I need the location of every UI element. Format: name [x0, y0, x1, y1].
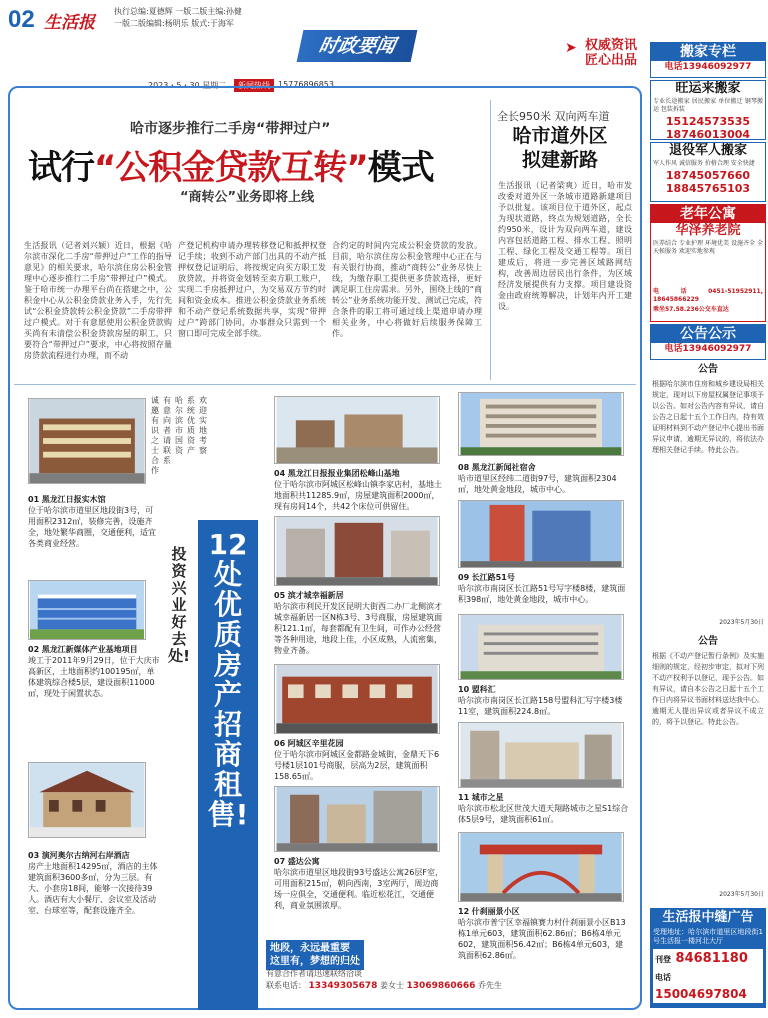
moving-ad-title: 搬家专栏 — [651, 43, 765, 61]
lead-column-1: 生活报讯（记者刘兴颖）近日，根据《哈尔滨市深化二手房“带押过户”工作的指导意见》的相关要求，哈尔滨住房公积金管理中心逐步推行二手房“带押过户”模式。鉴于哈市统一办理平台尚在搭建之中，公积金中心从公积金贷款业务入手，先行先试“公积金贷款转公积金贷款”二手房带押过户模式。对于有意愿使用公积金贷款购买尚有未清偿公积金贷款房屋的职工，只要符合“带押过户”要求，中心将按照存量房贷款流程进行办理，而不动 — [24, 241, 172, 360]
property-desc: 哈市道里区经纬二道街97号，建筑面积2304㎡，地处黄金地段，城市中心。 — [458, 474, 617, 494]
photo-property-08 — [458, 392, 624, 456]
caption-property-03 — [28, 850, 160, 970]
elder-ad-header: 老年公寓 — [651, 205, 765, 223]
notice-1-text: 根据哈尔滨市住房和城乡建设局相关规定，现对以下房屋权属登记事项予以公告。如对公告内容有异议，请自公告之日起十五个工作日内，持有效证明材料到不动产登记中心提出书面异议申请，逾期无异议的，将依法办理相关登记手续。特此公告。 — [652, 380, 764, 454]
footer-slogan-line-2: 这里有，梦想的归处 — [270, 956, 360, 967]
side-body: 生活报讯（记者梁爽）近日，哈市发改委对道外区一条城市道路新建项目予以批复。该项目位于道外区，起点为现状道路，终点为规划道路，全长约950米，设计为双向两车道，建设内容包括道路工程、排水工程、照明工程、绿化工程及交通工程等。项目建成后，将进一步完善区域路网结构，改善周边居民出行条件，为区域经济发展提供有力支撑。项目建设资金由政府统筹解决，计划年内开工建设。 — [498, 181, 632, 311]
property-name: 黑龙江新媒体产业基地项目 — [41, 645, 138, 654]
property-name: 黑龙江新闻社宿舍 — [471, 463, 536, 472]
side-title-line-2: 拟建新路 — [521, 149, 598, 171]
property-name: 演河奥尔古纳河右岸酒店 — [41, 851, 130, 860]
photo-property-04 — [274, 396, 440, 464]
property-number: 10 — [458, 685, 470, 694]
property-number: 09 — [458, 573, 470, 582]
property-name: 什刹丽景小区 — [471, 907, 520, 916]
lead-kicker: 哈市逐步推行二手房“带押过户” — [130, 121, 331, 137]
notice-2-text: 根据《不动产登记暂行条例》及实施细则的规定，经初步审定，拟对下列不动产权利予以登记，现予公告。如有异议，请自本公告之日起十五个工作日内将异议书面材料送达我中心。逾期无人提出异议或者异议不成立的，将予以登记。特此公告。 — [652, 652, 764, 726]
property-name: 阿城区辛里花园 — [287, 739, 344, 748]
section-divider — [14, 384, 636, 385]
intro-column-3: 哈尔滨市国资 — [175, 396, 183, 455]
classified-phone-2-label: 电话 — [655, 973, 671, 982]
photo-property-07 — [274, 786, 440, 852]
property-name: 盛达公寓 — [287, 857, 320, 866]
property-number: 01 — [28, 495, 40, 504]
property-desc: 哈尔滨市利民开发区昆明大街西二办厂北侧滨才城幸福新居一区N栋3号、3号商服，房屋建筑面积121.1㎡，每套都配有卫生间，可作办公经营等各种用途，地段上佳，小区成熟，人流密集，物业齐备。 — [274, 602, 443, 655]
property-desc: 哈尔滨市南岗区长江路158号盟科汇写字楼3楼11室，建筑面积224.8㎡。 — [458, 696, 623, 716]
footer-slogan-line-1: 地段，永远最重要 — [270, 943, 350, 954]
property-name: 盟科汇 — [471, 685, 496, 694]
property-desc: 哈尔滨市南岗区长江路51号写字楼8楼，建筑面积398㎡，地处黄金地段，城市中心。 — [458, 584, 626, 604]
caption-property-09 — [458, 572, 630, 608]
brand-logo: 生活报 — [44, 13, 95, 33]
ad-moving-2 — [650, 142, 766, 202]
hotline-number: 15776896853 — [278, 80, 334, 89]
classified-phone-2: 15004697804 — [655, 987, 747, 1001]
classified-phone-1-label: 刊登 — [655, 955, 671, 964]
classified-ad — [650, 908, 766, 1008]
ads-column — [650, 42, 766, 1010]
contact-name-1: 姜女士 — [379, 981, 404, 990]
column-divider — [490, 100, 491, 380]
photo-property-01 — [28, 398, 146, 484]
headline-highlight: “公积金贷款互转” — [94, 148, 368, 188]
property-desc: 哈尔滨市普宁区幸福镇赛力村什刹丽景小区B13栋1单元603，建筑面积62.86㎡；B6栋4单元602，建筑面积56.42㎡；B6栋4单元603，建筑面积62.86㎡。 — [458, 918, 626, 960]
photo-property-09 — [458, 500, 624, 568]
elder-ad-address: 乘坐57.58.236公交车直达 — [653, 306, 729, 313]
property-desc: 位于哈尔滨市道里区地段街3号，可用面积2312㎡，装修完善，设施齐全，地处繁华商圈，交通便利，适宜各类商业经营。 — [28, 506, 156, 548]
photo-property-12 — [458, 832, 624, 902]
intro-column-2: 有意向者请联系 — [163, 396, 171, 465]
caption-property-11 — [458, 792, 630, 828]
footer-slogan — [266, 940, 364, 970]
ad-phone-2: 18746013004 — [665, 128, 751, 140]
property-name: 滨才城幸福新居 — [287, 591, 344, 600]
caption-property-04 — [274, 468, 444, 512]
elder-ad-phone: 电话0451-51952911, 18645866229 — [653, 288, 763, 303]
contact-intro: 有意合作者请迅速联络洽谈 — [266, 969, 362, 978]
property-name: 城市之星 — [471, 793, 504, 802]
notice-2-title: 公告 — [698, 636, 718, 647]
intro-column-4: 系统优质资产 — [187, 396, 195, 455]
notice-2 — [650, 634, 766, 904]
arrow-icon: ➤ — [565, 40, 577, 56]
caption-property-05 — [274, 590, 444, 660]
caption-property-01 — [28, 494, 160, 564]
property-number: 06 — [274, 739, 286, 748]
notice-1-title: 公告 — [698, 364, 718, 375]
ad-phone-1: 15124573535 — [665, 115, 751, 128]
ad-title: 退役军人搬家 — [668, 143, 747, 158]
section-banner: 时政要闻 — [297, 30, 418, 62]
property-desc: 位于哈尔滨市阿城区金都路金城街，金鼎天下6号楼1层101号商服，层高为2层，建筑面积158.65㎡。 — [274, 750, 440, 781]
side-title-line-1: 哈市道外区 — [512, 125, 608, 147]
headline-pre: 试行 — [28, 148, 94, 188]
property-desc: 房产土地面积14295㎡，酒店的主体建筑面积3600多㎡，分为三层。有大、小套房18间，能够一次接待39人。酒店有大小餐厅、会议室及活动室、台球室等，配套设施齐全。 — [28, 862, 158, 915]
staff-line-2: 一版二版编辑:杨明乐 版式:于海军 — [114, 19, 234, 28]
property-number: 02 — [28, 645, 40, 654]
ad-text: 军人作风 诚信服务 价格合理 安全快捷 — [653, 160, 755, 167]
page-number: 02 — [8, 6, 35, 33]
feature-ribbon-title: 12处优质房产招商租售! — [207, 528, 249, 831]
notice-header — [650, 324, 766, 360]
contact-name-2: 乔先生 — [477, 981, 502, 990]
caption-property-06 — [274, 738, 444, 784]
hotline-label: 新闻热线 — [234, 79, 274, 92]
contact-label: 联系电话： — [266, 981, 306, 990]
notice-phone: 电话13946092977 — [664, 344, 752, 354]
property-number: 03 — [28, 851, 40, 860]
property-number: 12 — [458, 907, 470, 916]
photo-property-05 — [274, 516, 440, 586]
contact-phone-1: 13349305678 — [308, 981, 378, 991]
header-slogan — [585, 38, 637, 68]
photo-property-11 — [458, 722, 624, 788]
feature-ribbon — [198, 520, 258, 1010]
side-vertical-title: 投资兴业好去处! — [168, 545, 190, 665]
property-name: 黑龙江日报实木馆 — [41, 495, 106, 504]
photo-property-10 — [458, 614, 624, 680]
headline-post: 模式 — [367, 148, 434, 188]
issue-date: 2023・5・30 星期二 — [148, 81, 227, 90]
classified-title: 生活报中缝广告 — [651, 909, 765, 927]
lead-column-3: 合约定的时间内完成公积金贷款的发放。目前，哈尔滨住房公积金管理中心正在与有关银行协商，推动“商转公”业务尽快上线，为缴存职工提供更多贷款选择，更好满足职工住房需求。另外，围绕上线的“商转公”业务系统功能开发、测试已完成，符合条件的职工将可通过线上渠道申请办理相关业务，中心将做好后续服务保障工作。 — [332, 241, 482, 338]
moving-ad-phone: 电话13946092977 — [664, 62, 752, 72]
property-number: 11 — [458, 793, 470, 802]
property-desc: 位于哈尔滨市阿城区松峰山镇李家店村，基地土地面积共11285.9㎡，房屋建筑面积2000㎡，现有房间14个，共42个床位可供留住。 — [274, 480, 442, 511]
moving-ad-header — [650, 42, 766, 78]
elder-ad-title: 华泽养老院 — [675, 223, 741, 238]
classified-address: 受理地址：哈尔滨市道里区地段街1号生活报一楼河北大厅 — [653, 928, 763, 945]
photo-property-06 — [274, 664, 440, 734]
property-number: 04 — [274, 469, 286, 478]
lead-subhead: “商转公”业务即将上线 — [180, 190, 315, 205]
contact-phone-2: 13069860666 — [406, 981, 476, 991]
slogan-line-1: 权威资讯 — [585, 38, 638, 53]
elder-ad-text: 医养结合 专业护理 环境优美 设施齐全 全天候服务 欢迎实地参观 — [653, 240, 763, 255]
notice-1-date: 2023年5月30日 — [719, 619, 764, 626]
ad-text: 专业长途搬家 居民搬家 单位搬迁 钢琴搬运 包装拆装 — [653, 98, 763, 113]
caption-property-10 — [458, 684, 630, 720]
ad-moving-1 — [650, 80, 766, 140]
notice-2-date: 2023年5月30日 — [719, 891, 764, 898]
property-desc: 哈尔滨市松北区世茂大道天翔路城市之星S1综合体5层9号，建筑面积61㎡。 — [458, 804, 629, 824]
photo-property-03 — [28, 762, 146, 838]
property-name: 长江路51号 — [471, 573, 515, 582]
staff-line-1: 执行总编:夏德辉 一版二版主编:孙健 — [114, 7, 242, 16]
intro-column-5: 欢迎实地考察 — [199, 396, 207, 455]
contact-line — [266, 980, 502, 991]
side-title — [500, 124, 620, 172]
notice-title: 公告公示 — [651, 325, 765, 343]
classified-phone-1: 84681180 — [675, 951, 748, 966]
caption-property-02 — [28, 644, 160, 734]
notice-1 — [650, 362, 766, 632]
caption-property-08 — [458, 462, 630, 498]
property-desc: 竣工于2011年9月29日，位于大庆市高新区，土地面积约100195㎡，单体建筑综合楼5层，建设面积11000㎡，现处于闲置状态。 — [28, 656, 160, 698]
ad-phone-1: 18745057660 — [665, 169, 751, 182]
ad-title: 旺运来搬家 — [675, 81, 741, 96]
property-number: 08 — [458, 463, 470, 472]
side-kicker: 全长950米 双向两车道 — [497, 110, 610, 123]
property-number: 05 — [274, 591, 286, 600]
slogan-line-2: 匠心出品 — [585, 53, 638, 68]
lead-column-2: 产登记机构申请办理转移登记和抵押权登记手续；收到不动产部门出具的不动产抵押权登记证明后，将按规定向买方职工发放贷款，并将资金划转至卖方职工账户，实现二手房抵押过户，为交易双方节约时间和资金成本。推进公积金贷款业务系统和不动产登记系统数据共享，实现“带押过户”跨部门协同，办事群众只需到一个窗口即可完成全部手续。 — [178, 241, 326, 338]
caption-property-07 — [274, 856, 444, 928]
ad-phone-2: 18845765103 — [665, 182, 751, 195]
property-desc: 哈尔滨市道里区地段街93号盛达公寓26层F室，可用面积215㎡，朝向西南，3室两厅，周边商场一应俱全，交通便利。临近松花江，交通便利，商业氛围浓厚。 — [274, 868, 443, 910]
property-name: 黑龙江日报报业集团松峰山基地 — [287, 469, 400, 478]
intro-column-1: 诚邀有识之士合作 — [151, 396, 159, 475]
photo-property-02 — [28, 580, 146, 640]
property-number: 07 — [274, 857, 286, 866]
lead-headline — [28, 140, 434, 189]
ad-elder-care — [650, 204, 766, 322]
